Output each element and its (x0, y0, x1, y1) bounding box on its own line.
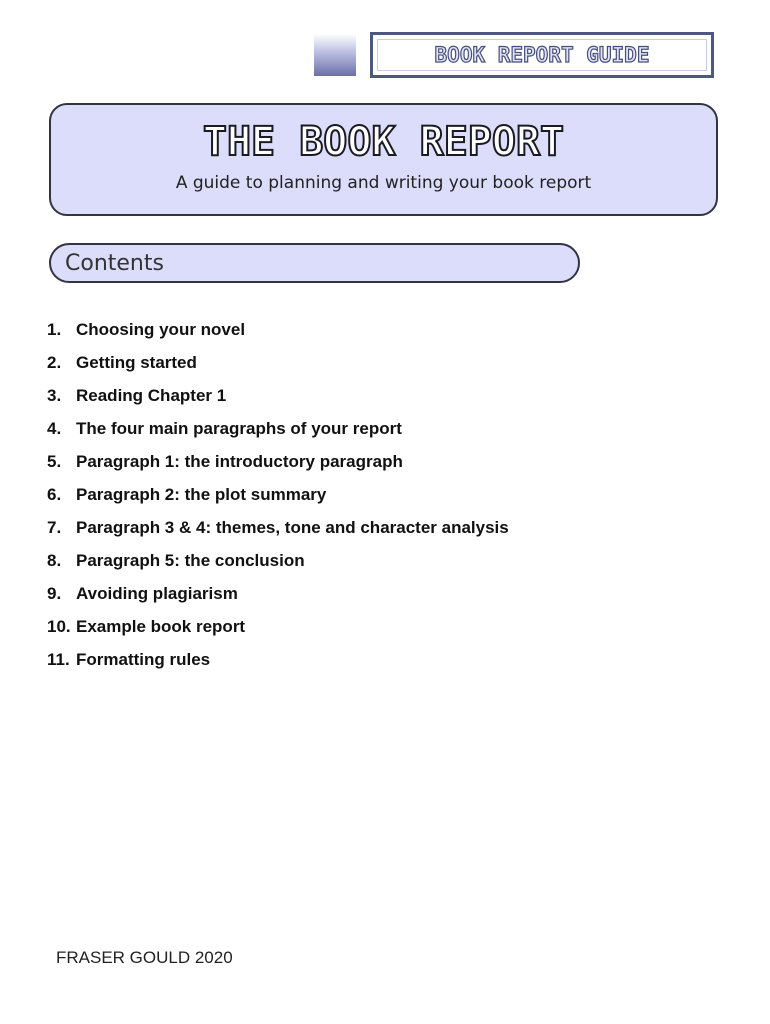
toc-item-label: Paragraph 3 & 4: themes, tone and character analysis (76, 517, 509, 537)
toc-item (47, 577, 509, 610)
toc-item-label: Paragraph 2: the plot summary (76, 484, 327, 504)
toc-item-label: Paragraph 1: the introductory paragraph (76, 451, 403, 471)
toc-item-number: 10. (47, 616, 71, 636)
contents-heading: Contents (65, 251, 164, 276)
toc-item (47, 610, 509, 643)
toc-item-label: Formatting rules (76, 649, 211, 669)
toc-item (47, 412, 509, 445)
toc-item-number: 3. (47, 385, 62, 405)
header-gradient-block (314, 34, 356, 76)
toc-item-label: Reading Chapter 1 (76, 385, 227, 405)
header-guide-label: BOOK REPORT GUIDE (434, 43, 650, 67)
toc-item-number: 8. (47, 550, 62, 570)
toc-item (47, 313, 509, 346)
toc-item (47, 346, 509, 379)
toc-item-number: 9. (47, 583, 62, 603)
toc-item-number: 11. (47, 649, 70, 669)
toc-item (47, 445, 509, 478)
toc-item-number: 6. (47, 484, 62, 504)
title-banner (49, 103, 718, 216)
toc-item-label: Getting started (76, 352, 197, 372)
toc-item (47, 379, 509, 412)
toc-item-number: 2. (47, 352, 62, 372)
toc-item-label: Example book report (76, 616, 246, 636)
toc-item (47, 511, 509, 544)
toc-item-label: Paragraph 5: the conclusion (76, 550, 305, 570)
toc-item-number: 4. (47, 418, 62, 438)
toc-item-number: 7. (47, 517, 62, 537)
toc-item-label: Choosing your novel (76, 319, 246, 339)
toc-item-number: 1. (47, 319, 62, 339)
toc-item-label: Avoiding plagiarism (76, 583, 238, 603)
header-guide-box (370, 32, 714, 78)
toc-item (47, 643, 509, 676)
footer-author: FRASER GOULD 2020 (56, 948, 233, 967)
toc-item-label: The four main paragraphs of your report (76, 418, 402, 438)
toc-item (47, 478, 509, 511)
page-title: THE BOOK REPORT (202, 119, 565, 165)
toc-item (47, 544, 509, 577)
page-subtitle: A guide to planning and writing your book report (175, 173, 592, 193)
toc-item-number: 5. (47, 451, 62, 471)
table-of-contents (47, 313, 509, 676)
contents-heading-box (49, 243, 580, 283)
